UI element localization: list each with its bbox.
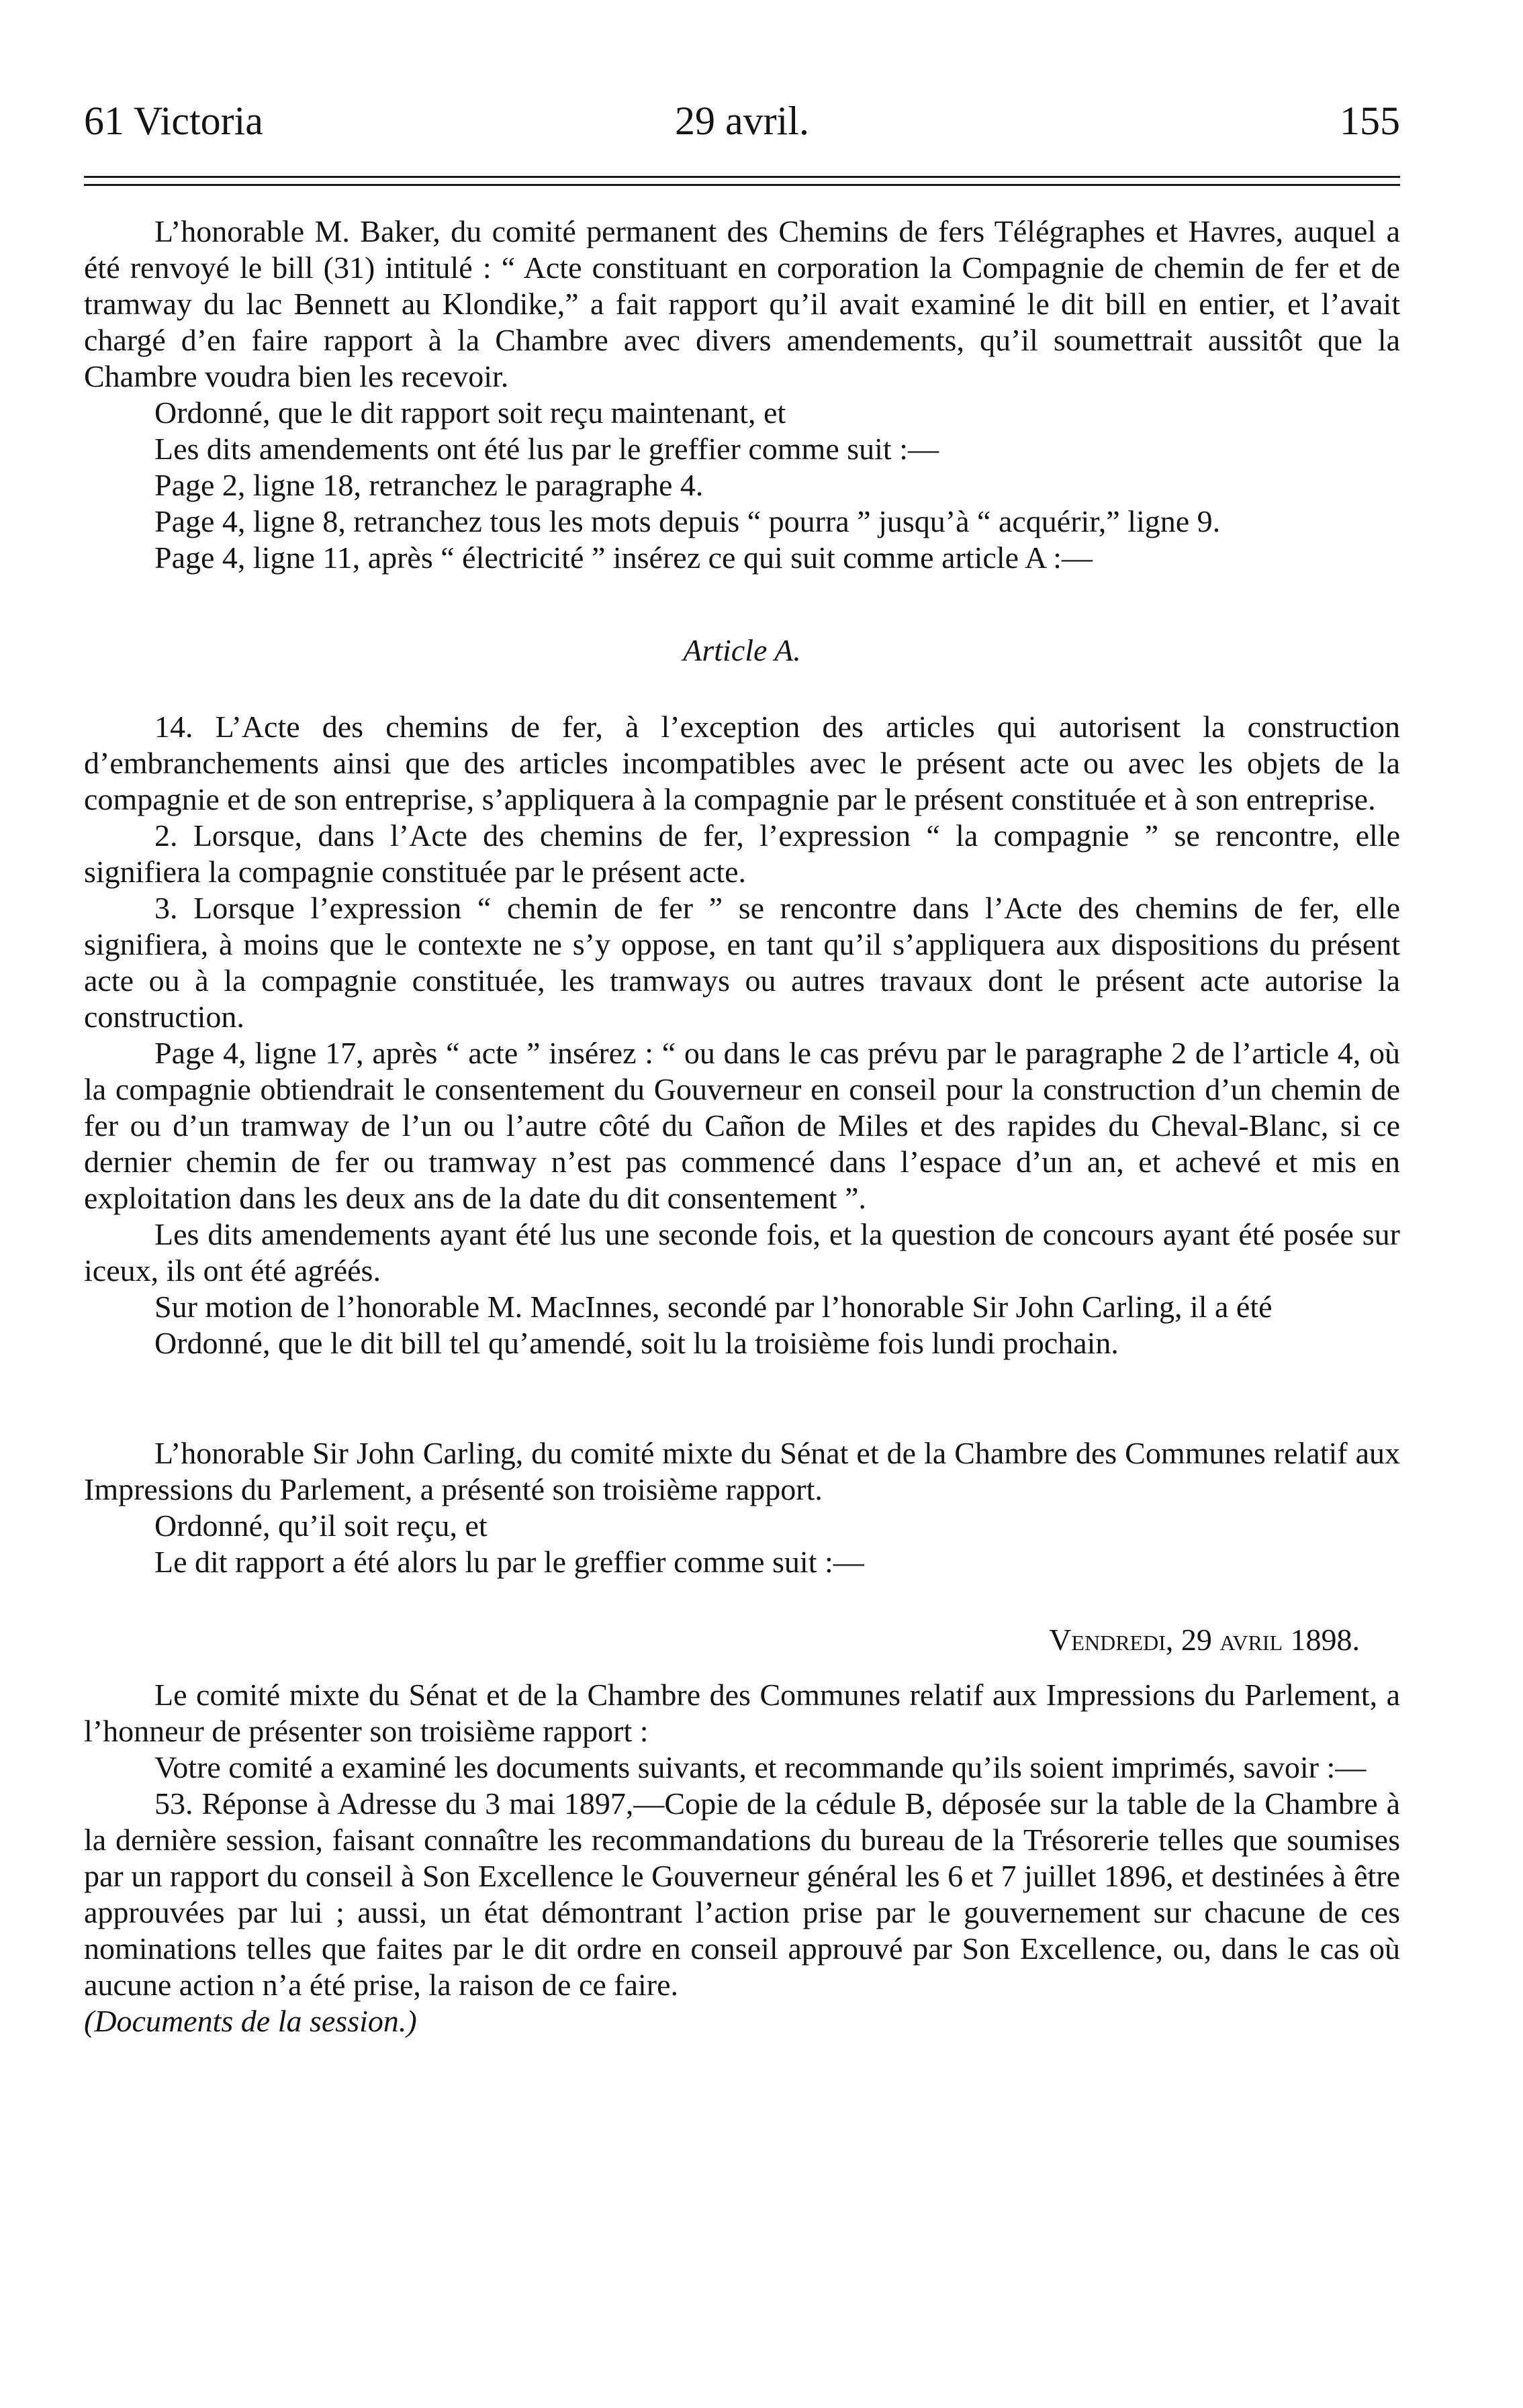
article-paragraph: 3. Lorsque l’expression “ chemin de fer ” se rencontre dans l’Acte des chemins de fer, elle signifiera, à moins que le contexte ne s’y oppose, en tant qu’il s’appliquera aux dispositions du présent acte ou à la compagnie constituée, les tramways ou autres travaux dont le présent acte autorise la construction. [84, 891, 1400, 1034]
header-double-rule [84, 176, 1400, 189]
report-date: Vendredi, 29 avril 1898. [1049, 1623, 1360, 1657]
page-body [84, 213, 1400, 2039]
header-date: 29 avril. [675, 99, 809, 143]
paragraph: L’honorable M. Baker, du comité permanent des Chemins de fers Télégraphes et Havres, auquel a été renvoyé le bill (31) intitulé : “ Acte constituant en corporation la Compagnie de chemin de fer et de tramway du lac Bennett au Klondike,” a fait rapport qu’il avait examiné le dit bill en entier, et l’avait chargé d’en faire rapport à la Chambre avec divers amendements, qu’il soumettrait aussitôt que la Chambre voudra bien les recevoir. [84, 214, 1400, 393]
paragraph: Page 4, ligne 8, retranchez tous les mots depuis “ pourra ” jusqu’à “ acquérir,” ligne 9. [154, 504, 1221, 538]
article-paragraph: 14. L’Acte des chemins de fer, à l’exception des articles qui autorisent la construction d’embranchements ainsi que des articles incompatibles avec le présent acte ou avec les objets de la compagnie et de son entreprise, s’appliquera à la compagnie par le présent constituée et à son entreprise. [84, 710, 1400, 816]
article-title: Article A. [683, 633, 801, 667]
section-paragraph: Le dit rapport a été alors lu par le greffier comme suit :— [154, 1545, 864, 1579]
paragraph: Page 2, ligne 18, retranchez le paragraphe 4. [154, 468, 704, 502]
paragraph: Les dits amendements ont été lus par le greffier comme suit :— [154, 432, 939, 466]
report-paragraph: Le comité mixte du Sénat et de la Chambre des Communes relatif aux Impressions du Parlement, a l’honneur de présenter son troisième rapport : [84, 1678, 1400, 1748]
report-paragraph: Votre comité a examiné les documents suivants, et recommande qu’ils soient imprimés, savoir :— [154, 1750, 1367, 1784]
header-regnal-year: 61 Victoria [84, 99, 263, 143]
report-paragraph: 53. Réponse à Adresse du 3 mai 1897,—Copie de la cédule B, déposée sur la table de la Chambre à la dernière session, faisant connaître les recommandations du bureau de la Trésorerie telles que soumises par un rapport du conseil à Son Excellence le Gouverneur général les 6 et 7 juillet 1896, et destinées à être approuvées par lui ; aussi, un état démontrant l’action prise par le gouvernement sur chacune de ces nominations telles que faites par le dit ordre en conseil approuvé par Son Excellence, ou, dans le cas où aucune action n’a été prise, la raison de ce faire. [84, 1786, 1400, 2002]
section-paragraph: L’honorable Sir John Carling, du comité mixte du Sénat et de la Chambre des Communes relatif aux Impressions du Parlement, a présenté son troisième rapport. [84, 1436, 1400, 1506]
section-paragraph: Ordonné, qu’il soit reçu, et [154, 1508, 488, 1543]
paragraph: Page 4, ligne 11, après “ électricité ” insérez ce qui suit comme article A :— [154, 540, 1093, 575]
article-paragraph: Page 4, ligne 17, après “ acte ” insérez : “ ou dans le cas prévu par le paragraphe 2 de l’article 4, où la compagnie obtiendrait le consentement du Gouverneur en conseil pour la construction d’un chemin de fer ou d’un tramway de l’un ou l’autre côté du Cañon de Miles et des rapides du Cheval-Blanc, si ce dernier chemin de fer ou tramway n’est pas commencé dans l’espace d’un an, et achevé et mis en exploitation dans les deux ans de la date du dit consentement ”. [84, 1036, 1400, 1215]
rule-line-top [84, 176, 1400, 178]
paragraph: Ordonné, que le dit rapport soit reçu maintenant, et [154, 395, 786, 430]
article-paragraph: Ordonné, que le dit bill tel qu’amendé, soit lu la troisième fois lundi prochain. [154, 1326, 1119, 1360]
page-header [84, 94, 1400, 148]
rule-line-bottom [84, 184, 1400, 186]
documents-reference: (Documents de la session.) [84, 2004, 417, 2038]
article-paragraph: Les dits amendements ayant été lus une seconde fois, et la question de concours ayant été posée sur iceux, ils ont été agréés. [84, 1217, 1400, 1288]
article-paragraph: 2. Lorsque, dans l’Acte des chemins de fer, l’expression “ la compagnie ” se rencontre, elle signifiera la compagnie constituée par le présent acte. [84, 818, 1400, 889]
article-paragraph: Sur motion de l’honorable M. MacInnes, secondé par l’honorable Sir John Carling, il a été [154, 1290, 1273, 1324]
page-number: 155 [1340, 99, 1400, 143]
section-gap [84, 1361, 1400, 1435]
